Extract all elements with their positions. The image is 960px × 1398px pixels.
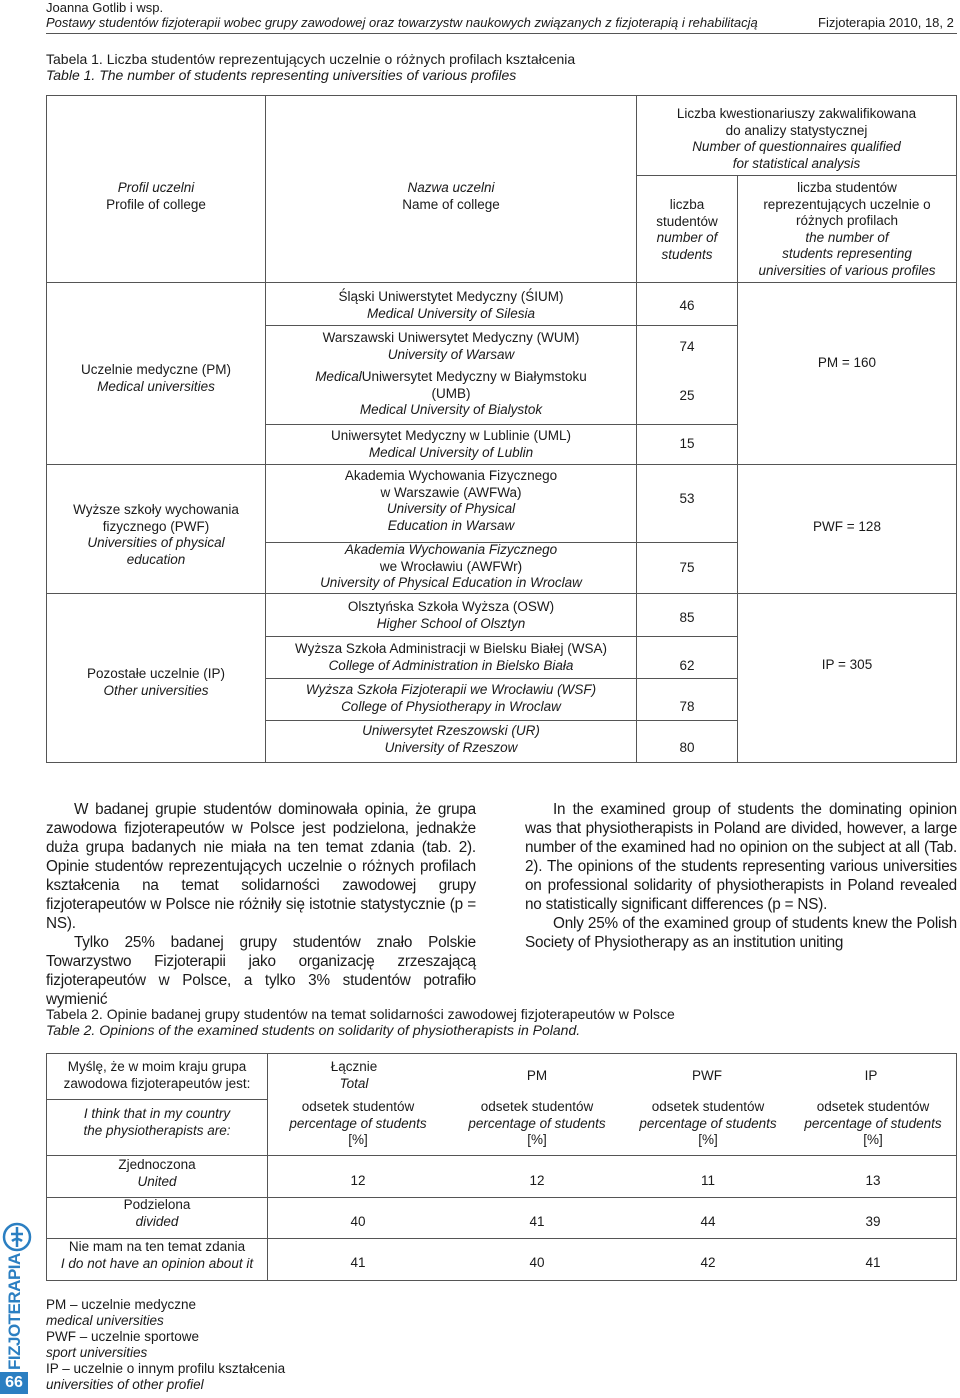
t1-head-repr: liczba studentów reprezentujących uczelnie o różnych profilach the number of students representing universities of various profiles: [758, 180, 936, 278]
t1-count-awfwa: 53: [679, 491, 695, 506]
t2-cell: 41: [529, 1214, 545, 1229]
t1-row-uml-name: Uniwersytet Medyczny w Lublinie (UML) Medical University of Lublin: [330, 428, 572, 460]
t2-cell: 40: [529, 1255, 545, 1270]
t1-total-pwf: PWF = 128: [813, 519, 881, 534]
t1-profile-pwf: Wyższe szkoły wychowania fizycznego (PWF) Universities of physical education: [73, 502, 239, 567]
t1-row-sium-name: Śląski Uniwerstytet Medyczny (ŚIUM) Medical University of Silesia: [338, 289, 564, 321]
t1-head-profile-pl: Profil uczelni: [117, 180, 195, 195]
t1-count-uml: 15: [679, 436, 695, 451]
running-header-journal: Fizjoterapia 2010, 18, 2: [818, 15, 954, 30]
body-text-left: W badanej grupie studentów dominowała opinia, że grupa zawodowa fizjoterapeutów w Polsce jest podzielona, jednakże duża grupa badanych nie miała na ten temat zdania (tab. 2). Opinie studentów reprezentujących uczelnie o różnych profilach kształcenia na temat solidarności zawodowej grupy fizjoterapeutów w Polsce nie różniły się istotnie statystycznie (p = NS). Tylko 25% badanej grupy studentów znało Polskie Towarzystwo Fizjoterapii jako organizację zrzeszającą fizjoterapeutów w Polsce, a tylko 3% studentów potrafiło wymienić: [46, 801, 476, 1008]
running-header-title: Postawy studentów fizjoterapii wobec grupy zawodowej oraz towarzystw naukowych związanych z fizjoterapią i rehabilitacją: [46, 15, 758, 30]
t2-unit-total: odsetek studentów percentage of students [%]: [289, 1099, 427, 1147]
table-1: [46, 95, 957, 763]
t1-head-students: liczba studentów number of students: [656, 197, 718, 262]
journal-logo-icon: [2, 1222, 32, 1252]
t2-row-noopinion-label: Nie mam na ten temat zdania I do not have an opinion about it: [60, 1239, 254, 1271]
table2-caption-en: Table 2. Opinions of the examined students on solidarity of physiotherapists in Poland.: [46, 1022, 581, 1038]
t2-cell: 12: [529, 1173, 545, 1188]
t1-total-pm: PM = 160: [817, 355, 877, 370]
table2-legend: PM – uczelnie medyczne medical universities PWF – uczelnie sportowe sport universities IP – uczelnie o innym profilu kształcenia universities of other profiel: [46, 1297, 286, 1392]
t1-count-osw: 85: [679, 610, 695, 625]
t1-row-awfwa-name: Akademia Wychowania Fizycznego w Warszawie (AWFWa) University of Physical Education in Warsaw: [344, 468, 558, 533]
t1-row-wum-name: Warszawski Uniwersytet Medyczny (WUM) University of Warsaw: [322, 330, 580, 362]
t1-row-awfwr-name: Akademia Wychowania Fizycznego we Wrocławiu (AWFWr) University of Physical Education in Wroclaw: [320, 542, 582, 590]
t2-cell: 12: [350, 1173, 366, 1188]
t2-cell: 40: [350, 1214, 366, 1229]
t2-question-en: I think that in my country the physiotherapists are:: [83, 1106, 231, 1138]
journal-sidebar: [0, 1210, 34, 1398]
t1-profile-ip: Pozostałe uczelnie (IP) Other universities: [86, 666, 226, 698]
t1-row-osw-name: Olsztyńska Szkoła Wyższa (OSW) Higher School of Olsztyn: [347, 599, 555, 631]
page-number: 66: [0, 1372, 28, 1394]
t2-cell: 11: [700, 1173, 715, 1188]
t1-count-wsa: 62: [679, 658, 695, 673]
t2-unit-ip: odsetek studentów percentage of students [%]: [804, 1099, 942, 1147]
t1-count-wsf: 78: [679, 699, 695, 714]
t2-head-total: Łącznie Total: [330, 1059, 378, 1091]
t2-cell: 41: [865, 1255, 881, 1270]
t2-head-pwf: PWF: [692, 1068, 722, 1083]
t1-count-ur: 80: [679, 740, 695, 755]
t1-row-wsf-name: Wyższa Szkoła Fizjoterapii we Wrocławiu (WSF) College of Physiotherapy in Wroclaw: [305, 682, 597, 714]
t1-count-awfwr: 75: [679, 560, 695, 575]
t1-head-profile-en: Profile of college: [106, 197, 206, 212]
t2-question-pl: Myślę, że w moim kraju grupa zawodowa fizjoterapeutów jest:: [63, 1059, 251, 1091]
table1-caption-en: Table 1. The number of students representing universities of various profiles: [46, 67, 517, 83]
table2-caption-pl: Tabela 2. Opinie badanej grupy studentów na temat solidarności zawodowej fizjoterapeutów w Polsce: [46, 1006, 675, 1022]
t2-cell: 44: [700, 1214, 716, 1229]
running-header-authors: Joanna Gotlib i wsp.: [46, 0, 164, 15]
table-2: [46, 1053, 957, 1281]
t1-row-ur-name: Uniwersytet Rzeszowski (UR) University of Rzeszow: [362, 723, 540, 755]
t2-row-united-label: Zjednoczona United: [118, 1157, 196, 1189]
t2-head-pm: PM: [526, 1068, 548, 1083]
t1-profile-pm: Uczelnie medyczne (PM) Medical universities: [80, 362, 232, 394]
t2-head-ip: IP: [864, 1068, 878, 1083]
t2-cell: 42: [700, 1255, 716, 1270]
journal-brand: FIZJOTERAPIA: [5, 1253, 24, 1370]
t1-count-umb: 25: [679, 388, 695, 403]
t2-unit-pm: odsetek studentów percentage of students [%]: [468, 1099, 606, 1147]
t2-cell: 39: [865, 1214, 881, 1229]
t2-cell: 13: [865, 1173, 881, 1188]
t2-cell: 41: [350, 1255, 366, 1270]
t1-count-sium: 46: [679, 298, 695, 313]
t1-count-wum: 74: [679, 339, 695, 354]
t1-head-group: Liczba kwestionariuszy zakwalifikowana do analizy statystycznej Number of questionnaires qualified for statistical analysis: [676, 106, 917, 171]
t1-head-name-en: Name of college: [402, 197, 500, 212]
header-rule: [46, 33, 957, 34]
table1-caption-pl: Tabela 1. Liczba studentów reprezentujących uczelnie o różnych profilach kształcenia: [46, 51, 576, 67]
t1-row-umb-name: MedicalUniwersytet Medyczny w Białymstoku (UMB) Medical University of Bialystok: [315, 369, 587, 417]
t1-row-wsa-name: Wyższa Szkoła Administracji w Bielsku Białej (WSA) College of Administration in Bielsko Biała: [295, 641, 607, 673]
t1-head-name-pl: Nazwa uczelni: [407, 180, 495, 195]
t2-unit-pwf: odsetek studentów percentage of students [%]: [639, 1099, 777, 1147]
t1-total-ip: IP = 305: [821, 657, 873, 672]
t2-row-divided-label: Podzielona divided: [123, 1197, 191, 1229]
body-text-right: In the examined group of students the dominating opinion was that physiotherapists in Poland are divided, however, a large number of the examined had no opinion on the subject at all (Tab. 2). The opinions of the students representing various universities on professional solidarity of physiotherapists in Poland revealed no statistically significant differences (p = NS). Only 25% of the examined group of students knew the Polish Society of Physiotherapy as an institution uniting: [525, 801, 957, 951]
